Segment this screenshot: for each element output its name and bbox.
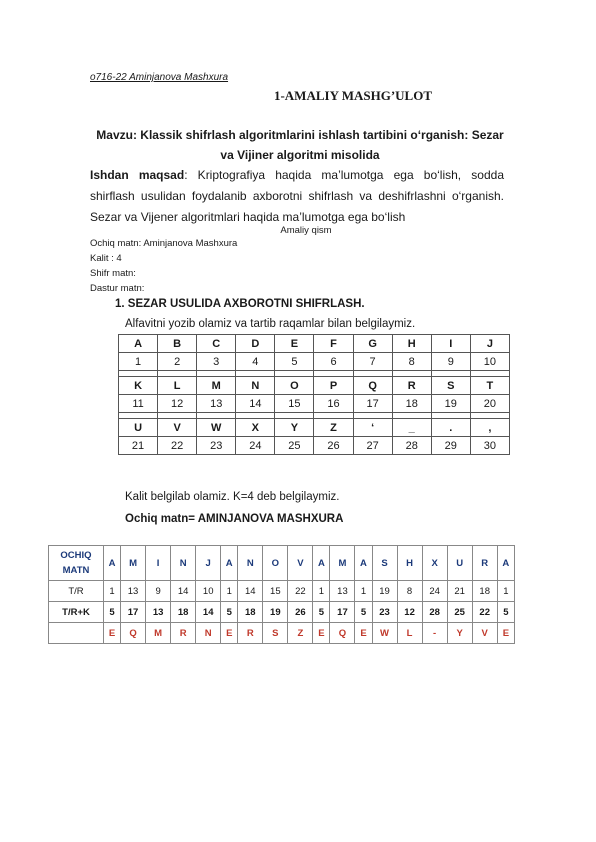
alphabet-letter-cell: _: [392, 419, 431, 437]
alphabet-letter-cell: B: [158, 335, 197, 353]
alphabet-number-cell: 1: [119, 353, 158, 371]
position-cell: 1: [355, 581, 372, 602]
plaintext-statement: Ochiq matn= AMINJANOVA MASHXURA: [125, 513, 344, 525]
position-cell: 14: [238, 581, 263, 602]
cipher-letter-cell: E: [104, 623, 121, 644]
position-cell: 9: [146, 581, 171, 602]
position-cell: 1: [221, 581, 238, 602]
cipher-letter-cell: Q: [330, 623, 355, 644]
cipher-letter-cell: E: [355, 623, 372, 644]
shifted-position-cell: 12: [397, 602, 422, 623]
alphabet-number-cell: 22: [158, 437, 197, 455]
alphabet-letter-cell: .: [431, 419, 470, 437]
position-cell: 14: [171, 581, 196, 602]
alphabet-number-cell: 26: [314, 437, 353, 455]
key-line: Kalit : 4: [90, 253, 122, 264]
shifted-position-cell: 26: [288, 602, 313, 623]
cipher-letter-cell: Y: [447, 623, 472, 644]
alphabet-number-cell: 17: [353, 395, 392, 413]
encryption-table: [48, 545, 515, 644]
plaintext-letter-cell: V: [288, 546, 313, 581]
alphabet-letter-cell: U: [119, 419, 158, 437]
shifted-position-cell: 18: [171, 602, 196, 623]
row-label: [49, 623, 104, 644]
cipher-letter-cell: M: [146, 623, 171, 644]
alphabet-letter-cell: H: [392, 335, 431, 353]
plaintext-letter-cell: U: [447, 546, 472, 581]
row-label: T/R: [49, 581, 104, 602]
position-cell: 1: [313, 581, 330, 602]
cipher-letter-cell: R: [238, 623, 263, 644]
alphabet-letter-cell: A: [119, 335, 158, 353]
shifted-position-cell: 5: [313, 602, 330, 623]
section-heading: 1. SEZAR USULIDA AXBOROTNI SHIFRLASH.: [115, 298, 365, 310]
alphabet-table: [118, 334, 510, 455]
alphabet-number-cell: 3: [197, 353, 236, 371]
alphabet-number-cell: 14: [236, 395, 275, 413]
shifted-position-cell: 17: [121, 602, 146, 623]
alphabet-number-cell: 12: [158, 395, 197, 413]
cipher-letter-cell: -: [422, 623, 447, 644]
page-title: 1-AMALIY MASHG’ULOT: [273, 88, 433, 103]
shifted-position-cell: 23: [372, 602, 397, 623]
alphabet-number-cell: 27: [353, 437, 392, 455]
shifted-position-cell: 5: [497, 602, 514, 623]
shifted-position-cell: 5: [221, 602, 238, 623]
alphabet-letter-cell: V: [158, 419, 197, 437]
plaintext-letter-cell: A: [104, 546, 121, 581]
plaintext-line: Ochiq matn: Aminjanova Mashxura: [90, 238, 238, 249]
shifted-position-cell: 13: [146, 602, 171, 623]
alphabet-number-cell: 28: [392, 437, 431, 455]
plaintext-letter-cell: H: [397, 546, 422, 581]
alphabet-letter-cell: W: [197, 419, 236, 437]
plaintext-letter-cell: X: [422, 546, 447, 581]
cipher-letter-cell: R: [171, 623, 196, 644]
position-cell: 18: [472, 581, 497, 602]
alphabet-letter-cell: Q: [353, 377, 392, 395]
plaintext-letter-cell: M: [330, 546, 355, 581]
position-cell: 22: [288, 581, 313, 602]
cipher-letter-cell: S: [263, 623, 288, 644]
topic-heading: Mavzu: Klassik shifrlash algoritmlarini ishlash tartibini o‘rganish: Sezar va Vijiner algoritmi misolida: [96, 128, 504, 162]
alphabet-number-cell: 24: [236, 437, 275, 455]
plaintext-letter-cell: A: [221, 546, 238, 581]
plaintext-letter-cell: M: [121, 546, 146, 581]
plaintext-letter-cell: S: [372, 546, 397, 581]
cipher-letter-cell: N: [196, 623, 221, 644]
shifted-position-cell: 14: [196, 602, 221, 623]
plaintext-letter-cell: R: [472, 546, 497, 581]
alphabet-letter-cell: O: [275, 377, 314, 395]
alphabet-number-cell: 9: [431, 353, 470, 371]
alphabet-number-cell: 13: [197, 395, 236, 413]
position-cell: 19: [372, 581, 397, 602]
cipher-letter-cell: Z: [288, 623, 313, 644]
row-label: OCHIQ MATN: [49, 546, 104, 581]
alphabet-letter-cell: K: [119, 377, 158, 395]
alphabet-number-cell: 16: [314, 395, 353, 413]
shifted-position-cell: 17: [330, 602, 355, 623]
alphabet-number-cell: 23: [197, 437, 236, 455]
shifted-position-cell: 5: [104, 602, 121, 623]
position-cell: 13: [330, 581, 355, 602]
alphabet-letter-cell: ‘: [353, 419, 392, 437]
plaintext-letter-cell: O: [263, 546, 288, 581]
position-cell: 21: [447, 581, 472, 602]
key-instruction: Kalit belgilab olamiz. K=4 deb belgilaymiz.: [125, 491, 340, 503]
alphabet-number-cell: 30: [470, 437, 509, 455]
alphabet-number-cell: 29: [431, 437, 470, 455]
alphabet-letter-cell: Z: [314, 419, 353, 437]
alphabet-number-cell: 6: [314, 353, 353, 371]
author-header: o716-22 Aminjanova Mashxura: [90, 72, 229, 83]
shifted-position-cell: 18: [238, 602, 263, 623]
encryption-row-tr: [49, 581, 515, 602]
alphabet-number-cell: 5: [275, 353, 314, 371]
encryption-row-cipher: [49, 623, 515, 644]
plaintext-letter-cell: N: [171, 546, 196, 581]
alphabet-letter-cell: R: [392, 377, 431, 395]
plaintext-letter-cell: A: [355, 546, 372, 581]
alphabet-number-cell: 21: [119, 437, 158, 455]
alphabet-letter-cell: Y: [275, 419, 314, 437]
alphabet-letter-cell: G: [353, 335, 392, 353]
plaintext-letter-cell: A: [497, 546, 514, 581]
shifted-position-cell: 25: [447, 602, 472, 623]
alphabet-letter-cell: I: [431, 335, 470, 353]
alphabet-number-cell: 4: [236, 353, 275, 371]
shifted-position-cell: 22: [472, 602, 497, 623]
alphabet-number-cell: 19: [431, 395, 470, 413]
program-line: Dastur matn:: [90, 283, 145, 294]
alphabet-number-cell: 10: [470, 353, 509, 371]
row-label: T/R+K: [49, 602, 104, 623]
shifted-position-cell: 28: [422, 602, 447, 623]
shifted-position-cell: 19: [263, 602, 288, 623]
alphabet-letter-cell: X: [236, 419, 275, 437]
encryption-row-letters: [49, 546, 515, 581]
shifted-position-cell: 5: [355, 602, 372, 623]
cipher-letter-cell: V: [472, 623, 497, 644]
practical-part-heading: Amaliy qism: [280, 225, 332, 236]
alphabet-number-cell: 11: [119, 395, 158, 413]
cipher-letter-cell: E: [313, 623, 330, 644]
plaintext-letter-cell: J: [196, 546, 221, 581]
position-cell: 24: [422, 581, 447, 602]
alphabet-numbers-row: [119, 437, 510, 455]
ciphertext-line: Shifr matn:: [90, 268, 136, 279]
plaintext-letter-cell: N: [238, 546, 263, 581]
cipher-letter-cell: E: [497, 623, 514, 644]
goal-label: Ishdan maqsad: [90, 168, 185, 182]
position-cell: 8: [397, 581, 422, 602]
cipher-letter-cell: W: [372, 623, 397, 644]
alphabet-number-cell: 7: [353, 353, 392, 371]
alphabet-letters-row: [119, 419, 510, 437]
alphabet-number-cell: 18: [392, 395, 431, 413]
alphabet-letter-cell: C: [197, 335, 236, 353]
alphabet-letter-cell: E: [275, 335, 314, 353]
cipher-letter-cell: E: [221, 623, 238, 644]
alphabet-letters-row: [119, 335, 510, 353]
alphabet-letter-cell: L: [158, 377, 197, 395]
plaintext-letter-cell: A: [313, 546, 330, 581]
alphabet-numbers-row: [119, 395, 510, 413]
alphabet-letter-cell: J: [470, 335, 509, 353]
position-cell: 15: [263, 581, 288, 602]
cipher-letter-cell: L: [397, 623, 422, 644]
goal-text: : Kriptografiya haqida ma’lumotga ega bo‘lish, sodda shirflash usulidan foydalanib axborotni shifrlash va deshifrlashni o‘rganish. Sezar va Vijener algoritmlari haqida ma’lumotga ega bo‘lish: [90, 168, 504, 224]
alphabet-letter-cell: P: [314, 377, 353, 395]
position-cell: 10: [196, 581, 221, 602]
plaintext-letter-cell: I: [146, 546, 171, 581]
goal-paragraph: [90, 165, 504, 228]
position-cell: 1: [497, 581, 514, 602]
alphabet-number-cell: 15: [275, 395, 314, 413]
alphabet-number-cell: 2: [158, 353, 197, 371]
alphabet-letter-cell: S: [431, 377, 470, 395]
alphabet-numbers-row: [119, 353, 510, 371]
position-cell: 13: [121, 581, 146, 602]
alphabet-letter-cell: ,: [470, 419, 509, 437]
alphabet-letter-cell: M: [197, 377, 236, 395]
alphabet-instruction: Alfavitni yozib olamiz va tartib raqamlar bilan belgilaymiz.: [125, 318, 416, 330]
alphabet-letter-cell: F: [314, 335, 353, 353]
alphabet-number-cell: 20: [470, 395, 509, 413]
alphabet-letter-cell: N: [236, 377, 275, 395]
cipher-letter-cell: Q: [121, 623, 146, 644]
alphabet-letter-cell: D: [236, 335, 275, 353]
position-cell: 1: [104, 581, 121, 602]
alphabet-letters-row: [119, 377, 510, 395]
alphabet-number-cell: 8: [392, 353, 431, 371]
encryption-row-trk: [49, 602, 515, 623]
alphabet-number-cell: 25: [275, 437, 314, 455]
alphabet-letter-cell: T: [470, 377, 509, 395]
